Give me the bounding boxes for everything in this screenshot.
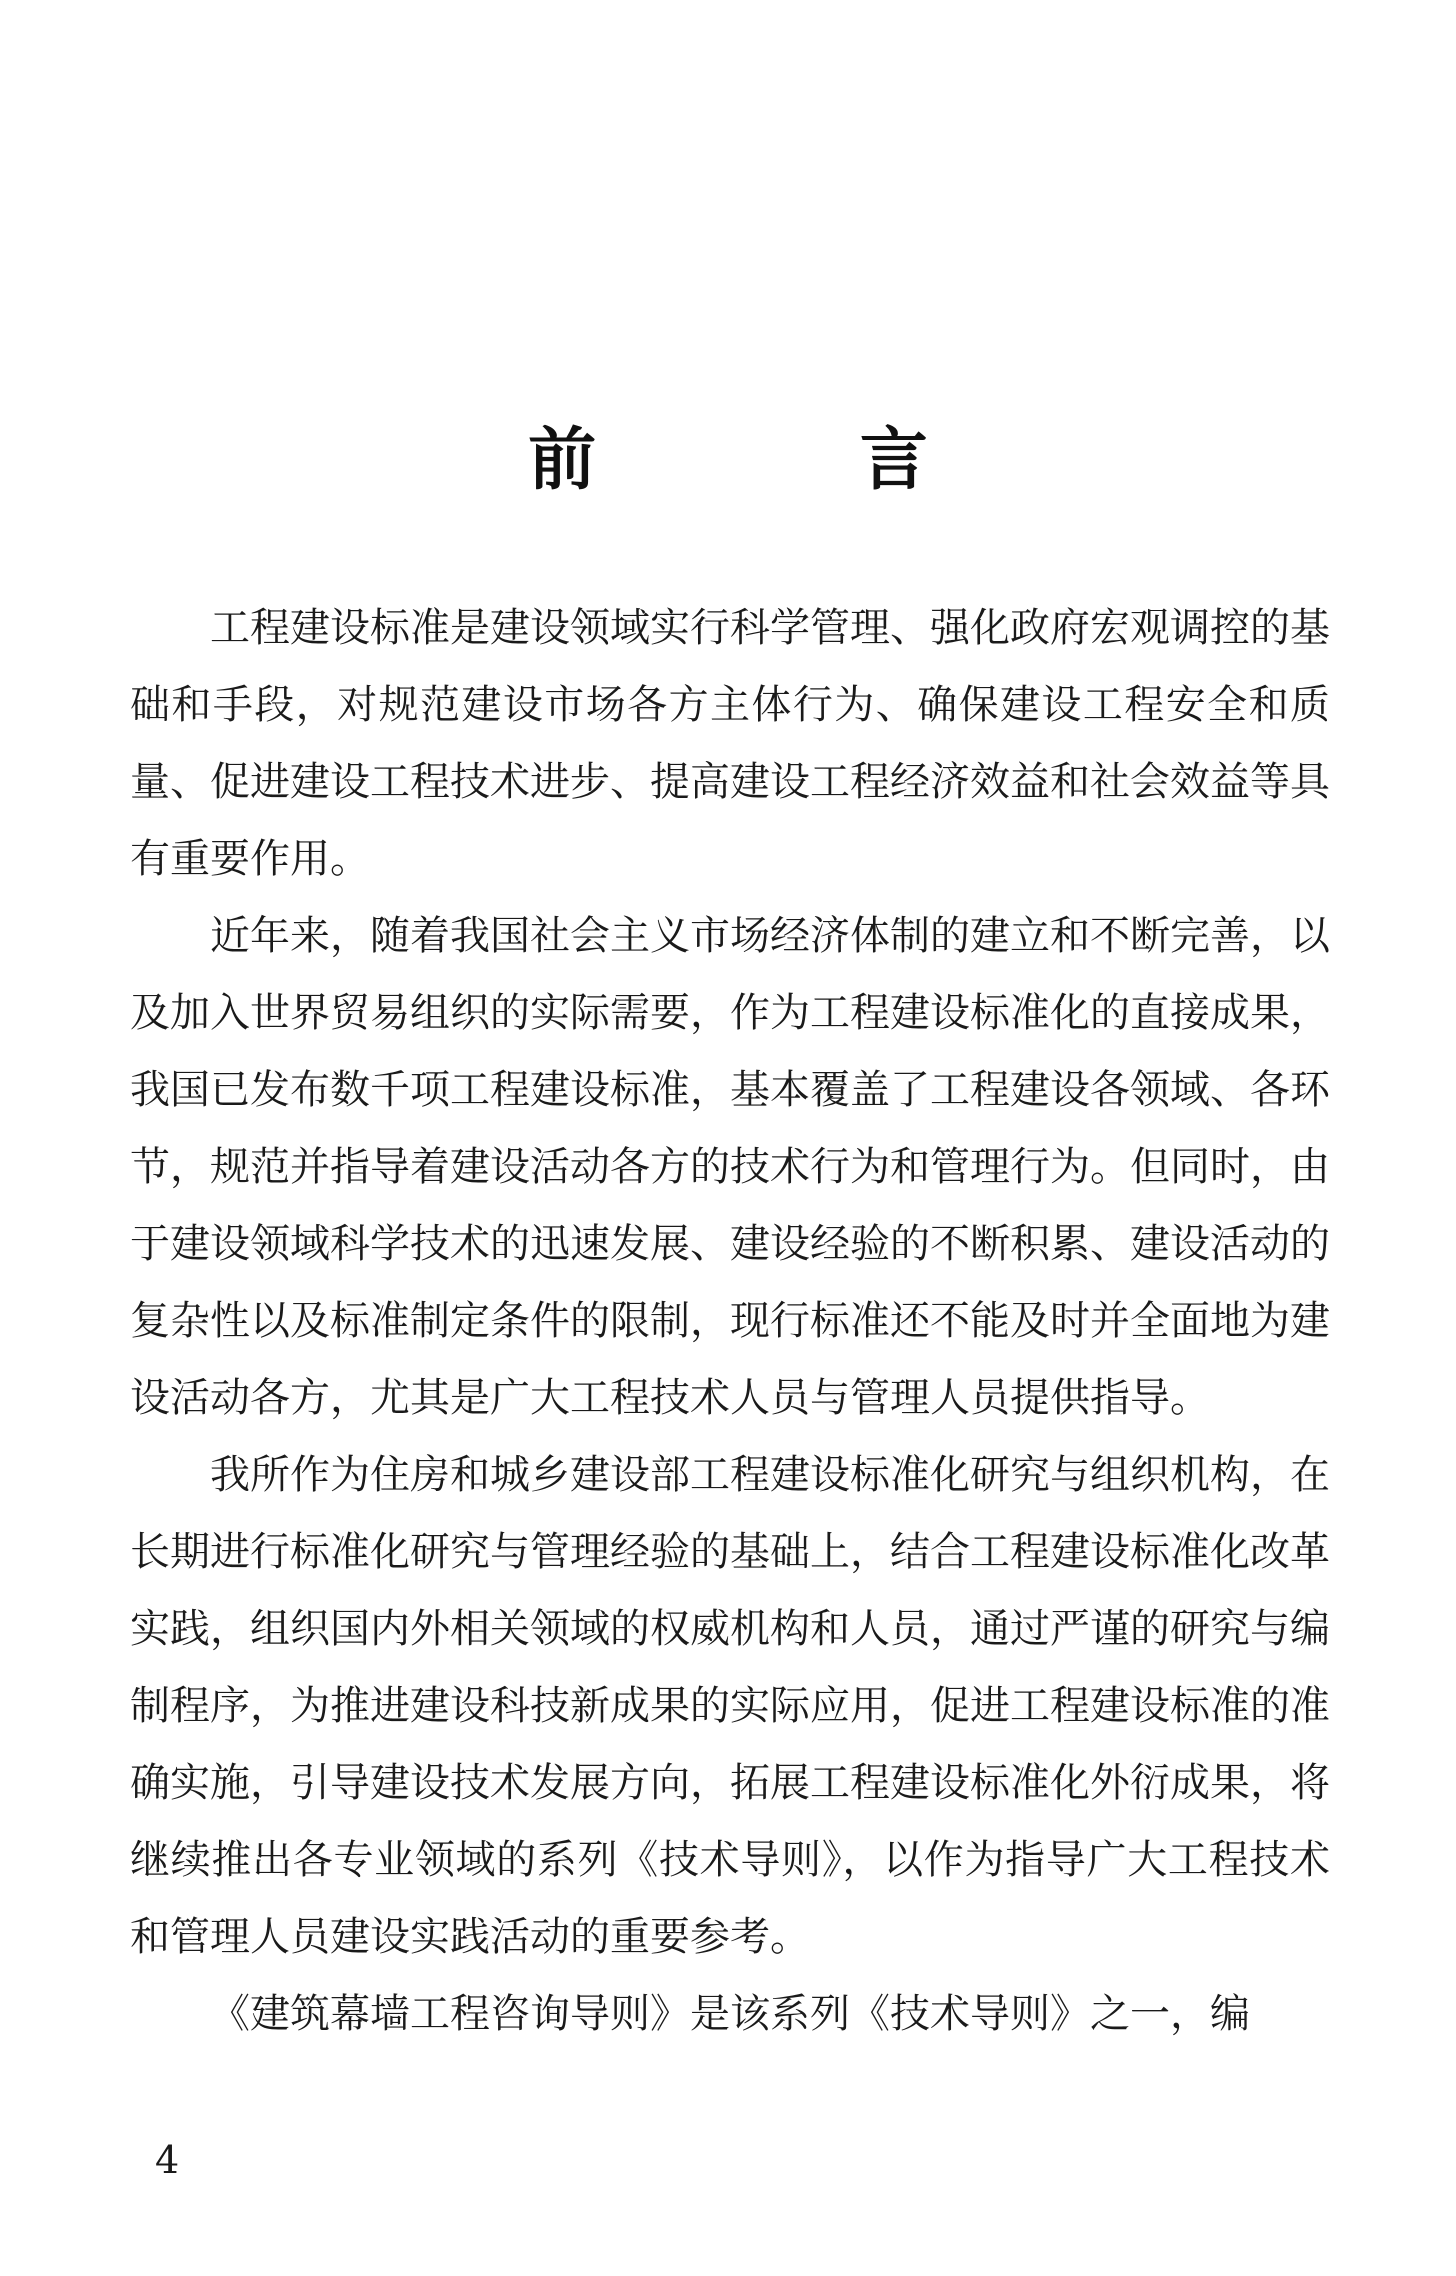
paragraph-1: 工程建设标准是建设领域实行科学管理、强化政府宏观调控的基础和手段，对规范建设市场各方主体行为、确保建设工程安全和质量、促进建设工程技术进步、提高建设工程经济效益和社会效益等具有重要作用。 xyxy=(130,605,1330,882)
paragraph-2: 近年来，随着我国社会主义市场经济体制的建立和不断完善，以及加入世界贸易组织的实际需要，作为工程建设标准化的直接成果，我国已发布数千项工程建设标准，基本覆盖了工程建设各领域、各环节，规范并指导着建设活动各方的技术行为和管理行为。但同时，由于建设领域科学技术的迅速发展、建设经验的不断积累、建设活动的复杂性以及标准制定条件的限制，现行标准还不能及时并全面地为建设活动各方，尤其是广大工程技术人员与管理人员提供指导。 xyxy=(130,913,1330,1421)
paragraph-4: 《建筑幕墙工程咨询导则》是该系列《技术导则》之一，编 xyxy=(210,1991,1250,2037)
paragraph-3: 我所作为住房和城乡建设部工程建设标准化研究与组织机构，在长期进行标准化研究与管理经验的基础上，结合工程建设标准化改革实践，组织国内外相关领域的权威机构和人员，通过严谨的研究与编制程序，为推进建设科技新成果的实际应用，促进工程建设标准的准确实施，引导建设技术发展方向，拓展工程建设标准化外衍成果，将继续推出各专业领域的系列《技术导则》，以作为指导广大工程技术和管理人员建设实践活动的重要参考。 xyxy=(130,1452,1330,1960)
page-number: 4 xyxy=(155,2138,180,2182)
page-title: 前 言 xyxy=(528,420,1048,500)
body-text xyxy=(130,590,1330,2053)
